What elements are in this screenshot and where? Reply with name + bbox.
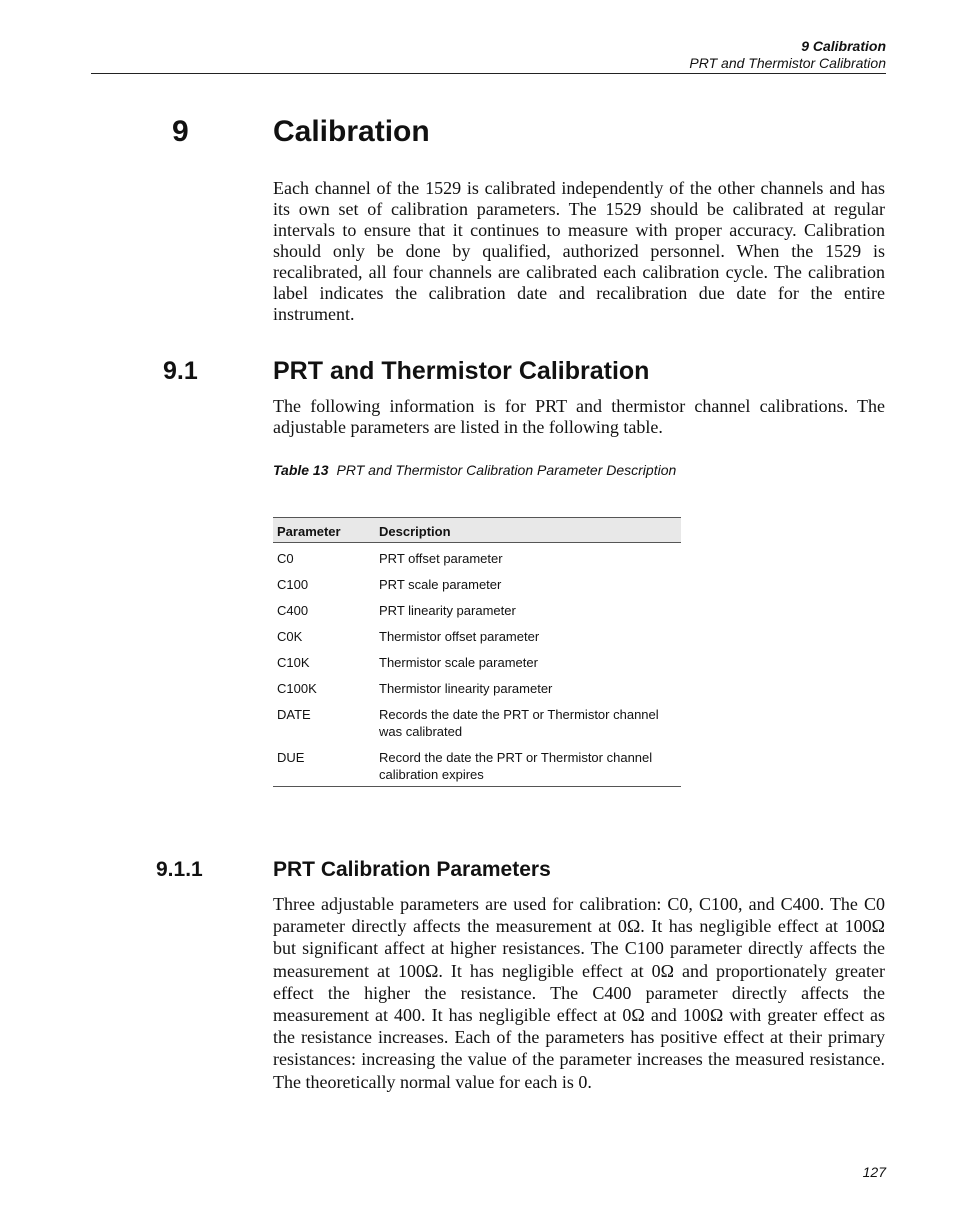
table-row xyxy=(273,673,681,699)
description-cell: PRT offset parameter xyxy=(379,551,503,566)
table-row xyxy=(273,595,681,621)
table-row xyxy=(273,569,681,595)
param-cell: C100 xyxy=(277,577,309,592)
header-rule xyxy=(91,73,886,74)
chapter-intro-paragraph: Each channel of the 1529 is calibrated independently of the other channels and has its own set of calibration parameters. The 1529 should be calibrated at regular intervals to ensure that it continues to measure with proper accuracy. Calibration should only be done by qualified, authorized personnel. When the 1529 is recalibrated, all four channels are calibrated each calibration cycle. The calibration label indicates the calibration date and recalibration due date for the entire instrument. xyxy=(273,178,885,324)
table-row xyxy=(273,699,681,742)
param-cell: C100K xyxy=(277,681,317,696)
description-cell: PRT scale parameter xyxy=(379,577,502,592)
page-number: 127 xyxy=(862,1164,886,1180)
section-number: 9.1 xyxy=(163,357,198,385)
running-head xyxy=(689,38,886,72)
table-row xyxy=(273,621,681,647)
description-cell: PRT linearity parameter xyxy=(379,603,516,618)
table-row xyxy=(273,647,681,673)
subsection-body-paragraph: Three adjustable parameters are used for calibration: C0, C100, and C400. The C0 parameter directly affects the measurement at 0Ω. It has negligible effect at 100Ω but significant affect at higher resistances. The C100 parameter directly affects the measurement at 100Ω. It has negligible effect at 0Ω and proportionately greater effect the higher the resistance. The C400 parameter directly affects the measurement at 400. It has negligible effect at 0Ω and 100Ω with greater effect as the resistance increases. Each of the parameters has positive effect at their primary resistances: increasing the value of the parameter increases the measured resistance. The theoretically normal value for each is 0. xyxy=(273,894,885,1092)
table-row xyxy=(273,742,681,787)
parameter-table xyxy=(273,517,681,787)
param-cell: C0 xyxy=(277,551,294,566)
param-cell: DATE xyxy=(277,707,311,722)
chapter-number: 9 xyxy=(172,115,189,148)
description-cell: Thermistor linearity parameter xyxy=(379,681,553,696)
param-cell: C0K xyxy=(277,629,303,644)
param-cell: DUE xyxy=(273,742,375,787)
section-intro-paragraph: The following information is for PRT and thermistor channel calibrations. The adjustable parameters are listed in the following table. xyxy=(273,396,885,437)
running-head-section: PRT and Thermistor Calibration xyxy=(689,55,886,71)
table-caption-text: PRT and Thermistor Calibration Parameter Description xyxy=(336,462,677,478)
param-cell: C400 xyxy=(277,603,309,618)
table-caption xyxy=(273,462,676,478)
description-cell: Records the date the PRT or Thermistor channel was calibrated xyxy=(379,707,659,739)
column-header-parameter: Parameter xyxy=(273,518,375,543)
param-cell: C10K xyxy=(277,655,310,670)
subsection-title: PRT Calibration Parameters xyxy=(273,858,551,881)
chapter-title: Calibration xyxy=(273,115,430,148)
running-head-chapter: 9 Calibration xyxy=(801,38,886,54)
description-cell: Thermistor scale parameter xyxy=(379,655,538,670)
table-row xyxy=(273,543,681,570)
table-header-row xyxy=(273,518,681,543)
table-caption-label: Table 13 xyxy=(273,462,329,478)
description-cell: Thermistor offset parameter xyxy=(379,629,540,644)
description-cell: Record the date the PRT or Thermistor channel calibration expires xyxy=(375,742,681,787)
section-title: PRT and Thermistor Calibration xyxy=(273,357,650,385)
subsection-number: 9.1.1 xyxy=(156,858,203,881)
column-header-description: Description xyxy=(375,518,681,543)
